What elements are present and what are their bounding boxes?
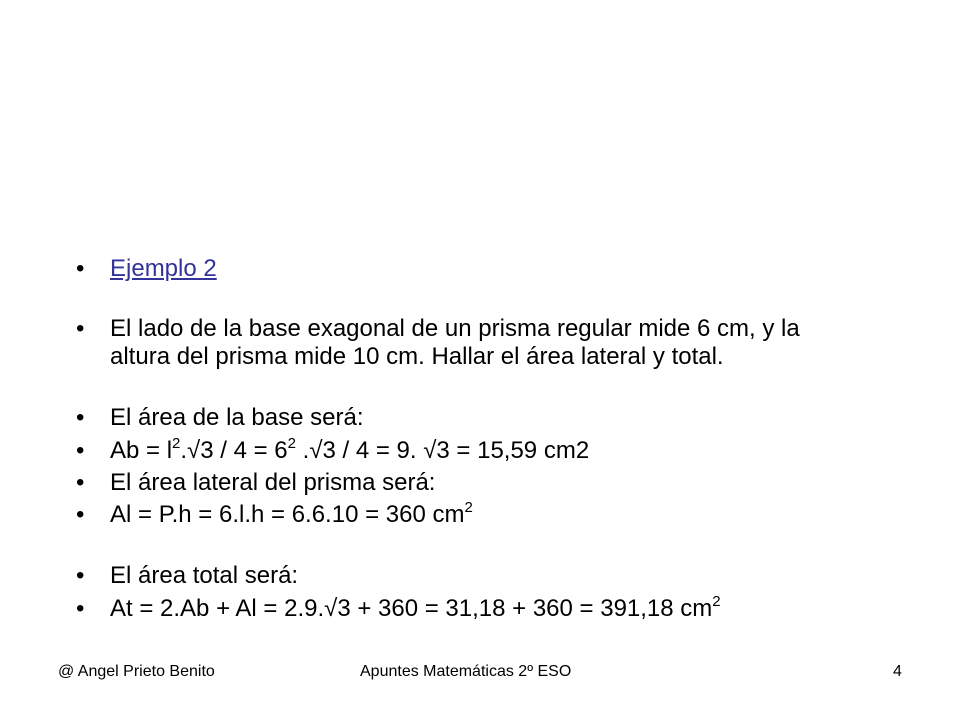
lateral-area-intro: El área lateral del prisma será: — [110, 469, 436, 496]
bullet-marker: • — [76, 315, 85, 342]
problem-statement-line-2: altura del prisma mide 10 cm. Hallar el área lateral y total. — [110, 343, 724, 370]
footer-course: Apuntes Matemáticas 2º ESO — [360, 663, 572, 680]
bullet-marker: • — [76, 501, 85, 528]
total-area-intro: El área total será: — [110, 562, 299, 589]
bullet-marker: • — [76, 437, 85, 464]
bullet-marker: • — [76, 404, 85, 431]
total-area-formula: At = 2.Ab + Al = 2.9.√3 + 360 = 31,18 + 360 = 391,18 $cm^2$ — [110, 593, 721, 622]
example-title-link[interactable]: Ejemplo 2 — [110, 255, 217, 282]
bullet-marker: • — [76, 595, 85, 622]
problem-statement-line-1: El lado de la base exagonal de un prisma regular mide 6 cm, y la — [110, 315, 800, 342]
footer-page-number: 4 — [893, 663, 902, 680]
base-area-intro: El área de la base será: — [110, 404, 364, 431]
bullet-marker: • — [76, 255, 85, 282]
base-area-formula: $Ab = l^2.√3 / 4 = 6^2$ .√3 / 4 = 9. √3 = 15,59 cm2 — [110, 435, 590, 464]
footer-author: @ Angel Prieto Benito — [58, 663, 215, 680]
lateral-area-formula: Al = P.h = 6.l.h = 6.6.10 = 360 $cm^2$ — [110, 499, 473, 528]
bullet-marker: • — [76, 562, 85, 589]
bullet-marker: • — [76, 469, 85, 496]
